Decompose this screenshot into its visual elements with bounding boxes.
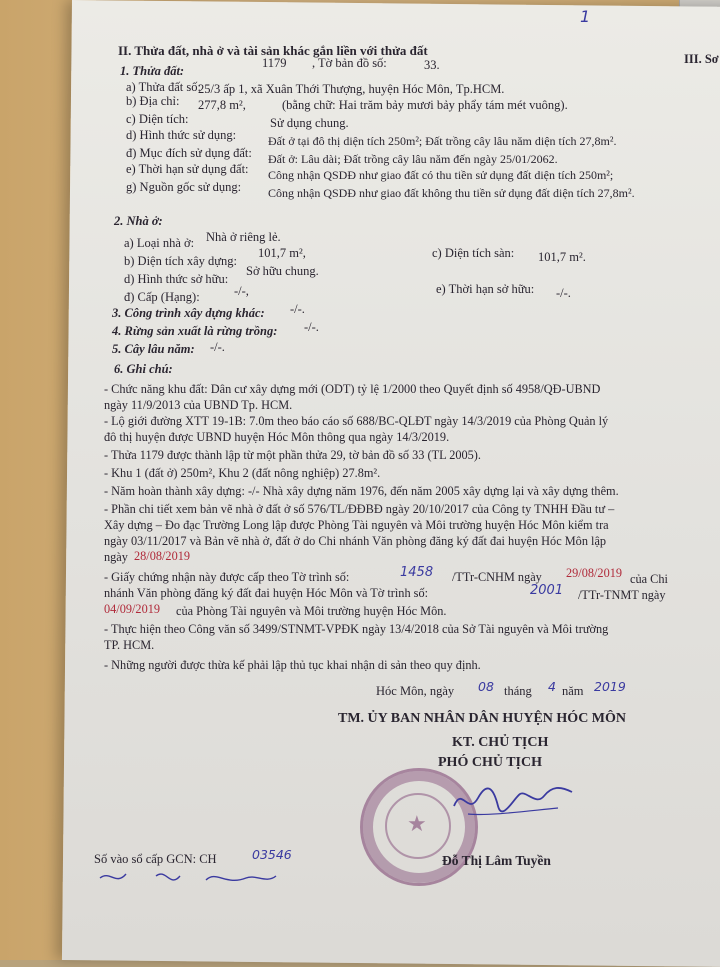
house-type: Nhà ở riêng lẻ.	[206, 230, 281, 244]
planted-forest-heading: 4. Rừng sản xuất là rừng trồng:	[112, 324, 278, 338]
own-term: -/-.	[556, 286, 571, 300]
note-7c-date: 04/09/2019	[104, 602, 161, 616]
term-label: e) Thời hạn sử dụng đất:	[126, 162, 249, 176]
address: 25/3 ấp 1, xã Xuân Thới Thượng, huyện Hóc Môn, Tp.HCM.	[198, 82, 505, 96]
note-7a-date: 29/08/2019	[566, 566, 623, 580]
note-6b: Xây dựng – Đo đạc Trường Long lập được Phòng Tài nguyên và Môi trường huyện Hóc Môn kiểm tra	[104, 518, 609, 532]
area-words: (bằng chữ: Hai trăm bảy mươi bảy phẩy tám mét vuông).	[282, 98, 568, 112]
registration-initials-scribble	[96, 866, 286, 896]
build-area-label: b) Diện tích xây dựng:	[124, 254, 238, 268]
note-7a-prefix: - Giấy chứng nhận này được cấp theo Tờ trình số:	[104, 570, 350, 584]
note-6d-date: 28/08/2019	[134, 549, 191, 563]
note-2a: - Lộ giới đường XTT 19-1B: 7.0m theo báo cáo số 688/BC-QLĐT ngày 14/3/2019 của Phòng Quản lý	[104, 414, 609, 428]
map-sheet-label: , Tờ bản đồ số:	[312, 56, 387, 70]
next-section-heading: III. Sơ	[684, 52, 719, 66]
note-7a-number: 1458	[400, 565, 434, 580]
area: 277,8 m²,	[198, 98, 246, 112]
map-sheet: 33.	[424, 58, 440, 72]
issuing-organization: TM. ỦY BAN NHÂN DÂN HUYỆN HÓC MÔN	[338, 711, 627, 726]
note-7b-prefix: nhánh Văn phòng đăng ký đất đai huyện Hóc Môn và Tờ trình số:	[104, 586, 429, 600]
note-4: - Khu 1 (đất ở) 250m², Khu 2 (đất nông nghiệp) 27.8m².	[104, 466, 381, 480]
address-label: b) Địa chỉ:	[126, 94, 180, 108]
note-2b: đô thị huyện được UBND huyện Hóc Môn thông qua ngày 14/3/2019.	[104, 430, 450, 444]
signing-year: 2019	[594, 679, 626, 694]
house-heading: 2. Nhà ở:	[114, 214, 163, 228]
signing-place: Hóc Môn, ngày	[376, 684, 455, 698]
use-form: Sử dụng chung.	[270, 116, 349, 130]
note-7b-number: 2001	[530, 583, 564, 598]
note-1a: - Chức năng khu đất: Dân cư xây dựng mới (ODT) tỷ lệ 1/2000 theo Quyết định số 4958/QĐ-UBND	[104, 382, 601, 396]
signer-role-2: PHÓ CHỦ TỊCH	[438, 755, 542, 770]
build-area: 101,7 m²,	[258, 246, 306, 260]
note-7c-end: của Phòng Tài nguyên và Môi trường huyện Hóc Môn.	[176, 604, 447, 618]
origin-label: g) Nguồn gốc sử dụng:	[126, 180, 242, 194]
registration-book-label: Số vào sổ cấp GCN: CH	[94, 852, 217, 866]
official-seal: ★	[360, 768, 478, 886]
parcel-no-label: a) Thửa đất số:	[126, 80, 201, 94]
perennial-trees-heading: 5. Cây lâu năm:	[112, 342, 195, 356]
note-6d-prefix: ngày	[104, 550, 128, 564]
purpose: Đất ở tại đô thị diện tích 250m²; Đất trồng cây lâu năm diện tích 27,8m².	[268, 134, 617, 148]
area-label: c) Diện tích:	[126, 112, 189, 126]
term: Đất ở: Lâu dài; Đất trồng cây lâu năm đến ngày 25/01/2062.	[268, 152, 558, 166]
note-9: - Những người được thừa kế phải lập thủ tục khai nhận di sản theo quy định.	[104, 658, 481, 672]
floor-area-label: c) Diện tích sàn:	[432, 246, 515, 260]
registration-book-number: 03546	[252, 847, 292, 862]
origin-line-1: Công nhận QSDĐ như giao đất có thu tiền sử dụng đất diện tích 250m²;	[268, 168, 614, 182]
official-signature	[448, 776, 588, 836]
signer-role-1: KT. CHỦ TỊCH	[452, 735, 549, 750]
note-5: - Năm hoàn thành xây dựng: -/- Nhà xây dựng năm 1976, đến năm 2005 xây dựng lại và xây dựng thêm.	[104, 484, 619, 498]
use-form-label: d) Hình thức sử dụng:	[126, 128, 237, 142]
other-constructions-heading: 3. Công trình xây dựng khác:	[112, 306, 265, 320]
section-title: II. Thửa đất, nhà ở và tài sản khác gắn liền với thửa đất	[118, 43, 428, 58]
purpose-label: đ) Mục đích sử dụng đất:	[126, 146, 252, 160]
note-7b-end: /TTr-TNMT ngày	[578, 588, 666, 602]
own-term-label: e) Thời hạn sở hữu:	[436, 282, 535, 296]
grade-label: đ) Cấp (Hạng):	[124, 290, 200, 304]
note-7a-mid: /TTr-CNHM ngày	[452, 570, 542, 584]
other-constructions-value: -/-.	[290, 302, 305, 316]
signer-name: Đỗ Thị Lâm Tuyền	[442, 853, 551, 868]
note-3: - Thửa 1179 được thành lập từ một phần thửa 29, tờ bản đồ số 33 (TL 2005).	[104, 448, 481, 462]
grade: -/-,	[234, 284, 249, 298]
ownership: Sở hữu chung.	[246, 264, 319, 278]
signing-month-label: tháng	[504, 684, 532, 698]
perennial-trees-value: -/-.	[210, 340, 225, 354]
signing-day: 08	[478, 679, 494, 694]
note-6c: ngày 03/11/2017 và Bản vẽ nhà ở, đất ở do Chi nhánh Văn phòng đăng ký đất đai huyện Hóc Môn lập	[104, 534, 607, 548]
ownership-label: d) Hình thức sở hữu:	[124, 272, 229, 286]
signing-month: 4	[548, 679, 556, 694]
note-8a: - Thực hiện theo Công văn số 3499/STNMT-VPĐK ngày 13/4/2018 của Sở Tài nguyên và Môi trường	[104, 622, 609, 636]
page-number: 1	[580, 7, 591, 26]
notes-heading: 6. Ghi chú:	[114, 362, 173, 376]
planted-forest-value: -/-.	[304, 320, 319, 334]
note-8b: TP. HCM.	[104, 638, 155, 652]
note-1b: ngày 11/9/2013 của UBND Tp. HCM.	[104, 398, 293, 412]
note-7a-end: của Chi	[630, 572, 668, 586]
parcel-heading: 1. Thửa đất:	[120, 64, 185, 78]
origin-line-2: Công nhận QSDĐ như giao đất không thu tiền sử dụng đất diện tích 27,8m².	[268, 186, 635, 200]
parcel-no: 1179	[262, 56, 287, 70]
floor-area: 101,7 m².	[538, 250, 586, 264]
note-6a: - Phần chi tiết xem bản vẽ nhà ở đất ở số 576/TL/ĐĐBĐ ngày 20/10/2017 của Công ty TNHH Đầu tư –	[104, 502, 615, 516]
house-type-label: a) Loại nhà ở:	[124, 236, 195, 250]
signing-year-label: năm	[562, 684, 584, 698]
